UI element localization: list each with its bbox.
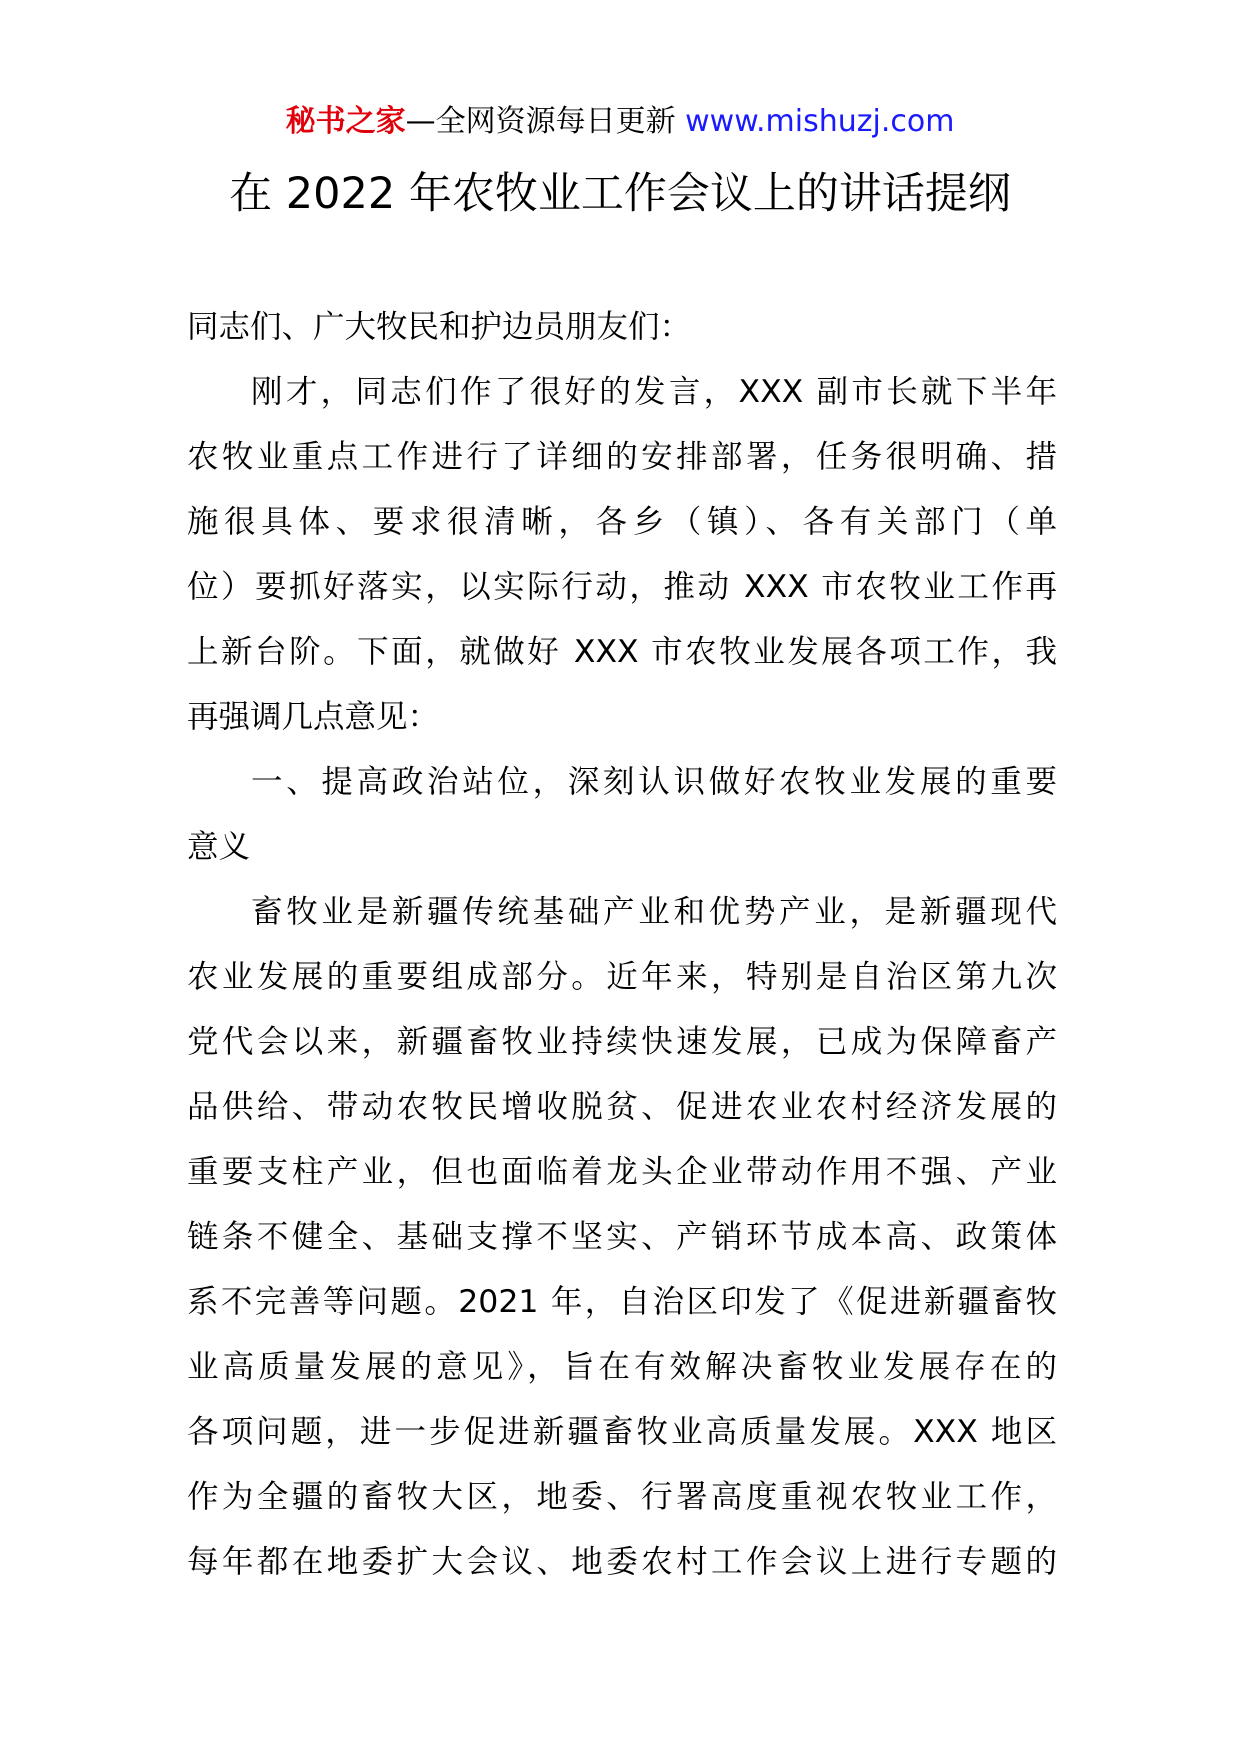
body-line: 意义 (187, 829, 251, 865)
body-line: 业高质量发展的意见》，旨在有效解决畜牧业发展存在的 (187, 1349, 1057, 1385)
body-line: 每年都在地委扩大会议、地委农村工作会议上进行专题的 (187, 1544, 1057, 1580)
body-line: 农业发展的重要组成部分。近年来，特别是自治区第九次 (187, 959, 1057, 995)
body-line: 重要支柱产业，但也面临着龙头企业带动作用不强、产业 (187, 1154, 1057, 1190)
body-line: 党代会以来，新疆畜牧业持续快速发展，已成为保障畜产 (187, 1024, 1057, 1060)
body-line: 链条不健全、基础支撑不坚实、产销环节成本高、政策体 (187, 1219, 1057, 1255)
document-title: 在 2022 年农牧业工作会议上的讲话提纲 (229, 169, 1011, 219)
body-line: 位）要抓好落实，以实际行动，推动 XXX 市农牧业工作再 (187, 569, 1057, 605)
body-line: 一、提高政治站位，深刻认识做好农牧业发展的重要 (251, 764, 1057, 800)
body-line: 畜牧业是新疆传统基础产业和优势产业，是新疆现代 (251, 894, 1057, 930)
body-line: 同志们、广大牧民和护边员朋友们： (187, 309, 692, 345)
body-line: 施很具体、要求很清晰，各乡（镇）、各有关部门（单 (187, 504, 1057, 540)
body-line: 作为全疆的畜牧大区，地委、行署高度重视农牧业工作， (187, 1479, 1057, 1515)
body-line: 刚才，同志们作了很好的发言，XXX 副市长就下半年 (251, 374, 1057, 410)
body-line: 再强调几点意见： (187, 699, 440, 735)
brand-name: 秘书之家 (285, 104, 406, 139)
body-line: 系不完善等问题。2021 年，自治区印发了《促进新疆畜牧 (187, 1284, 1057, 1320)
body-line: 农牧业重点工作进行了详细的安排部署，任务很明确、措 (187, 439, 1057, 475)
body-line: 上新台阶。下面，就做好 XXX 市农牧业发展各项工作，我 (187, 634, 1057, 670)
document-body (187, 295, 1057, 1595)
site-header (0, 102, 1240, 142)
body-line: 各项问题，进一步促进新疆畜牧业高质量发展。XXX 地区 (187, 1414, 1057, 1450)
site-url-link[interactable]: www.mishuzj.com (685, 104, 955, 139)
body-line: 品供给、带动农牧民增收脱贫、促进农业农村经济发展的 (187, 1089, 1057, 1125)
header-tagline: —全网资源每日更新 (405, 104, 676, 139)
